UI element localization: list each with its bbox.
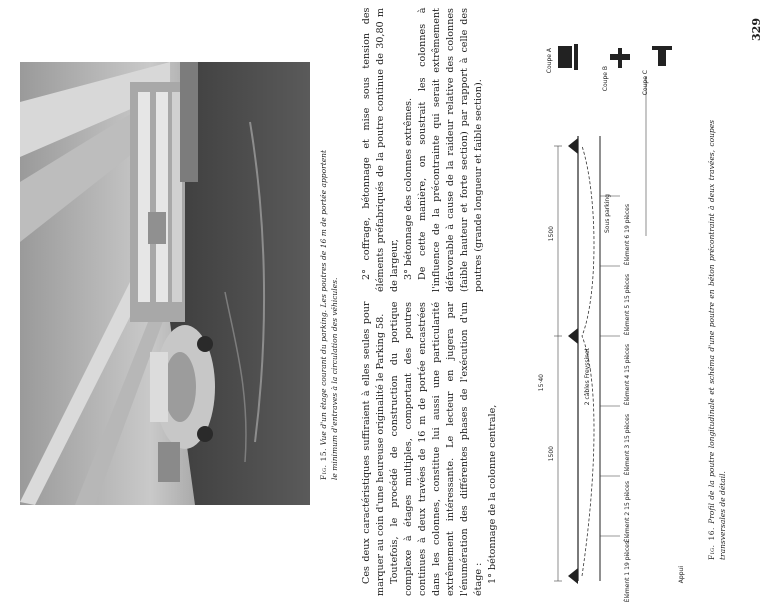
cables-label: 2 câbles Freyssinet: [584, 348, 591, 406]
support-mid: [568, 328, 578, 344]
paragraph: Ces deux caractéristiques suffiraient à elles seules pour marquer au coin d'une heureuse originalité le Parking 58.: [361, 302, 386, 596]
body-text-column-1: [360, 302, 520, 596]
element-label: Élément 4 15 pièces: [624, 344, 631, 406]
section-c-shape: [658, 50, 666, 66]
support-left: [568, 568, 578, 584]
section-a-shape: [558, 46, 572, 68]
paragraph: Toutefois, le procédé de construction du portique complexe à étages multiples, comportant des poutres continues à deux travées de 16 m de portée encastrées dans les colonnes, constitue lui aussi une particularité extrêmement intéressante. Le lecteur en jugera par l'énumération des différentes phases de l'exécution d'un étage :: [389, 302, 484, 596]
section-a-label: Coupe A: [546, 48, 553, 74]
appui-label: Appui: [678, 566, 685, 584]
dimension-label: 15·40: [538, 374, 545, 392]
page-number: 329: [750, 18, 763, 41]
element-label: Élément 2 15 pièces: [624, 481, 631, 543]
paragraph: 3° bétonnage des colonnes extrêmes.: [403, 98, 414, 281]
element-label: Élément 5 15 pièces: [624, 274, 631, 336]
beam-drawing: [538, 36, 698, 602]
figure-caption: [706, 120, 736, 560]
section-b-label: Coupe B: [602, 66, 609, 92]
photo-caption: [318, 150, 352, 480]
figure-caption-label: Fig. 16.: [707, 527, 716, 560]
paragraph: 2° coffrage, bétonnage et mise sous tension des éléments préfabriqués de la poutre continue de 30,80 m de largeur,: [361, 8, 400, 292]
support-right: [568, 138, 578, 154]
paragraph: De cette manière, on soustrait les colonnes à l'influence de la précontrainte qui serait extrêmement défavorable à cause de la raideur relative des colonnes (faible hauteur et forte section) par rapport à celle des poutres (grande longueur et faible section).: [417, 8, 484, 292]
body-text-column-2: [360, 8, 520, 292]
span-right-label: 1500: [548, 226, 555, 242]
figure-caption-text: Profil de la poutre longitudinale et schéma d'une poutre en béton précontraint à deux travées, coupes transversales de détail.: [707, 119, 727, 560]
section-c-label: Coupe C: [642, 70, 649, 96]
parking-photograph: [20, 62, 310, 505]
element-label: Élément 3 15 pièces: [624, 414, 631, 476]
photo-caption-text: Vue d'un étage courant du parking. Les poutres de 16 m de portée apportent le minimum d'entraves à la circulation des véhicules.: [319, 149, 339, 480]
span-left-label: 1500: [548, 446, 555, 462]
element-label: Élément 6 19 pièces: [624, 204, 631, 266]
paragraph: 1° bétonnage de la colonne centrale,: [487, 405, 498, 585]
photo-caption-label: Fig. 15.: [319, 447, 328, 480]
sous-parking-label: Sous parking: [604, 194, 611, 234]
element-label: Élément 1 19 pièces: [624, 541, 631, 602]
